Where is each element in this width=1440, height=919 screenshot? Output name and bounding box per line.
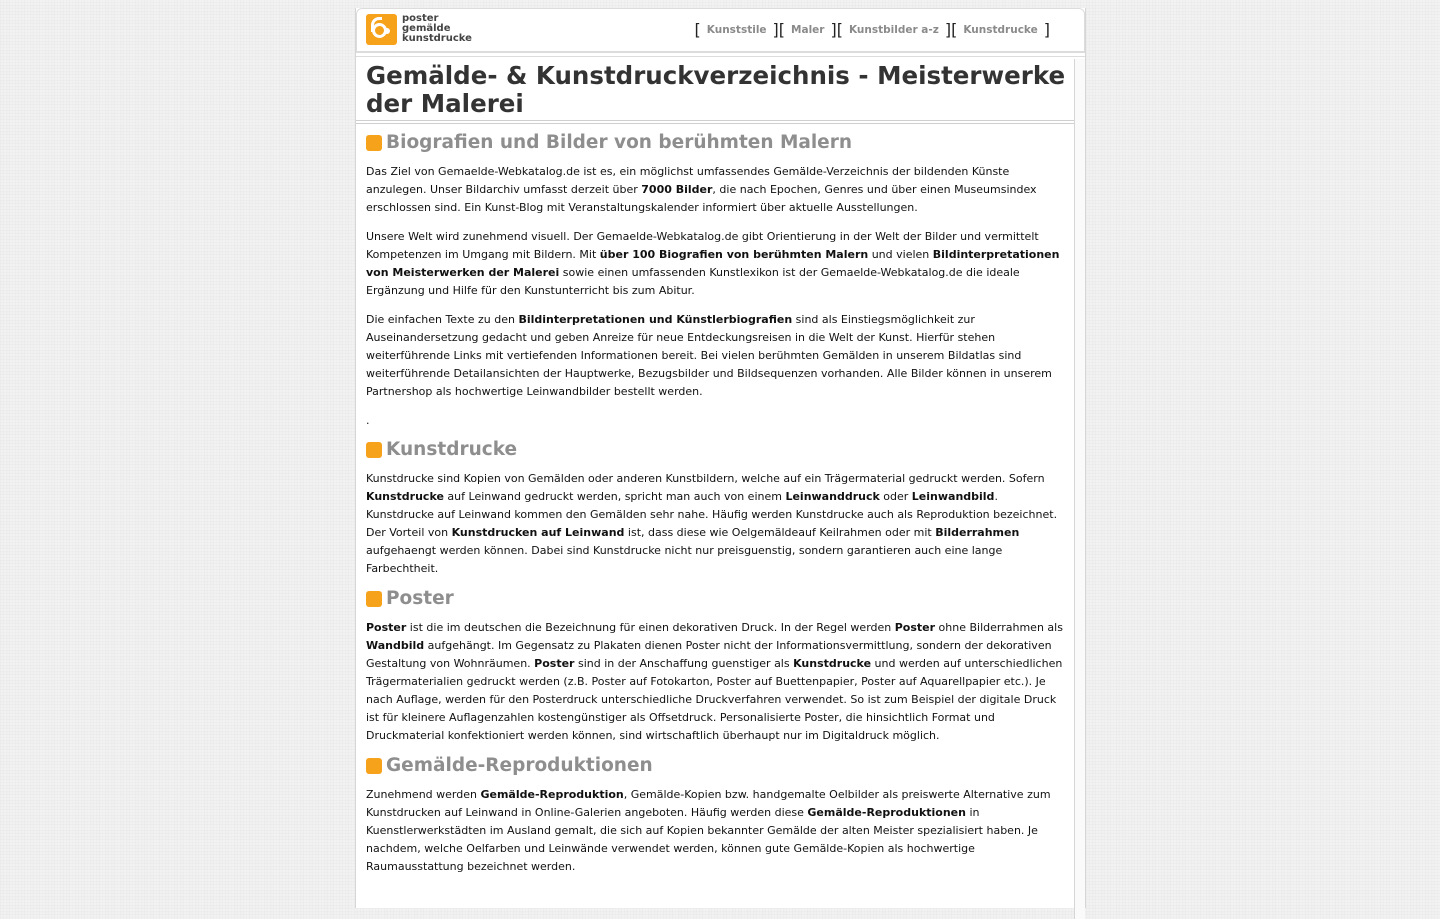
paragraph: Die einfachen Texte zu den Bildinterpretationen und Künstlerbiografien sind als Einstiegsmöglichkeit zur Auseinandersetzung gedacht und geben Anreize für neue Entdeckungsreisen in die Welt der Kunst. Hierfür stehen weiterführende Links mit vertiefenden Informationen bereit. Bei vielen berühmten Gemälden in unserem Bildatlas sind weiterführende Detailansichten der Hauptwerke, Bezugsbilder und Bildsequenzen vorhanden. Alle Bilder können in unserem Partnershop als hochwertige Leinwandbilder bestellt werden. (366, 313, 1052, 398)
logo-icon (366, 14, 397, 45)
bullet-square-icon (366, 442, 382, 458)
header (356, 8, 1085, 52)
site-logo[interactable] (366, 14, 472, 45)
logo-line-3: kunstdrucke (402, 33, 472, 44)
section-heading-biografien (366, 132, 1064, 154)
title-area (356, 57, 1085, 121)
section-heading-text: Poster (386, 588, 454, 609)
section-heading-kunstdrucke (366, 439, 1064, 461)
paragraph: Poster ist die im deutschen die Bezeichnung für einen dekorativen Druck. In der Regel werden Poster ohne Bilderrahmen als Wandbild aufgehängt. Im Gegensatz zu Plakaten dienen Poster nicht der Informationsvermittlung, sondern der dekorativen Gestaltung von Wohnräumen. Poster sind in der Anschaffung guenstiger als Kunstdrucke und werden auf unterschiedlichen Trägermaterialien gedruckt werden (z.B. Poster auf Fotokarton, Poster auf Buettenpapier, Poster auf Aquarellpapier etc.). Je nach Auflage, werden für den Posterdruck unterschiedliche Druckverfahren verwendet. So ist zum Beispiel der digitale Druck ist für kleinere Auflagenzahlen kostengünstiger als Offsetdruck. Personalisierte Poster, die hinsichtlich Format und Druckmaterial konfektioniert werden können, sind wirtschaftlich überhaupt nur im Digitaldruck möglich. (366, 621, 1063, 742)
section-heading-reproduktionen (366, 755, 1064, 777)
section-heading-text: Biografien und Bilder von berühmten Malern (386, 132, 853, 153)
page-title: Gemälde- & Kunstdruckverzeichnis - Meisterwerke der Malerei (366, 61, 1066, 118)
section-heading-text: Kunstdrucke (386, 439, 518, 460)
bullet-square-icon (366, 135, 382, 151)
paragraph: Kunstdrucke sind Kopien von Gemälden oder anderen Kunstbildern, welche auf ein Trägermaterial gedruckt werden. Sofern Kunstdrucke auf Leinwand gedruckt werden, spricht man auch von einem Leinwanddruck oder Leinwandbild. Kunstdrucke auf Leinwand kommen den Gemälden sehr nahe. Häufig werden Kunstdrucke auch als Reproduktion bezeichnet. Der Vorteil von Kunstdrucken auf Leinwand ist, dass diese wie Oelgemäldeauf Keilrahmen oder mit Bilderrahmen aufgehaengt werden können. Dabei sind Kunstdrucke nicht nur preisguenstig, sondern garantieren auch eine lange Farbechtheit. (366, 472, 1058, 575)
bullet-square-icon (366, 591, 382, 607)
nav-bracket-close: ] (1043, 20, 1050, 39)
paragraph-dot: . (366, 414, 370, 427)
paragraph: Das Ziel von Gemaelde-Webkatalog.de ist es, ein möglichst umfassendes Gemälde-Verzeichnis der bildenden Künste anzulegen. Unser Bildarchiv umfasst derzeit über 7000 Bilder, die nach Epochen, Genres und über einen Museumsindex erschlossen sind. Ein Kunst-Blog mit Veranstaltungskalender informiert über aktuelle Ausstellungen. (366, 165, 1037, 214)
paragraph: Zunehmend werden Gemälde-Reproduktion, Gemälde-Kopien bzw. handgemalte Oelbilder als preiswerte Alternative zum Kunstdrucken auf Leinwand in Online-Galerien angeboten. Häufig werden diese Gemälde-Reproduktionen in Kuenstlerwerkstädten im Ausland gemalt, die sich auf Kopien bekannter Gemälde der alten Meister spezialisiert haben. Je nachdem, welche Oelfarben und Leinwände verwendet werden, können gute Gemälde-Kopien als hochwertige Raumausstattung bezeichnet werden. (366, 788, 1051, 873)
logo-line-1: poster (402, 13, 439, 24)
main-content (356, 124, 1074, 876)
page-container (355, 8, 1086, 908)
nav-link-maler[interactable]: Maler (791, 23, 825, 36)
right-rail (1074, 59, 1085, 919)
logo-text (402, 14, 472, 44)
nav-separator: ][ (772, 20, 786, 39)
nav-separator: ][ (944, 20, 958, 39)
main-nav (694, 20, 1051, 39)
nav-link-kunstbilder-az[interactable]: Kunstbilder a-z (848, 23, 939, 36)
nav-bracket-open: [ (694, 20, 701, 39)
nav-link-kunstdrucke[interactable]: Kunstdrucke (963, 23, 1038, 36)
section-heading-text: Gemälde-Reproduktionen (386, 755, 653, 776)
bullet-square-icon (366, 758, 382, 774)
nav-separator: ][ (830, 20, 843, 39)
logo-line-2: gemälde (402, 23, 451, 34)
nav-link-kunststile[interactable]: Kunststile (706, 23, 767, 36)
section-heading-poster (366, 588, 1064, 610)
paragraph: Unsere Welt wird zunehmend visuell. Der Gemaelde-Webkatalog.de gibt Orientierung in der Welt der Bilder und vermittelt Kompetenzen im Umgang mit Bildern. Mit über 100 Biografien von berühmten Malern und vielen Bildinterpretationen von Meisterwerken der Malerei sowie einen umfassenden Kunstlexikon ist der Gemaelde-Webkatalog.de die ideale Ergänzung und Hilfe für den Kunstunterricht bis zum Abitur. (366, 230, 1060, 297)
